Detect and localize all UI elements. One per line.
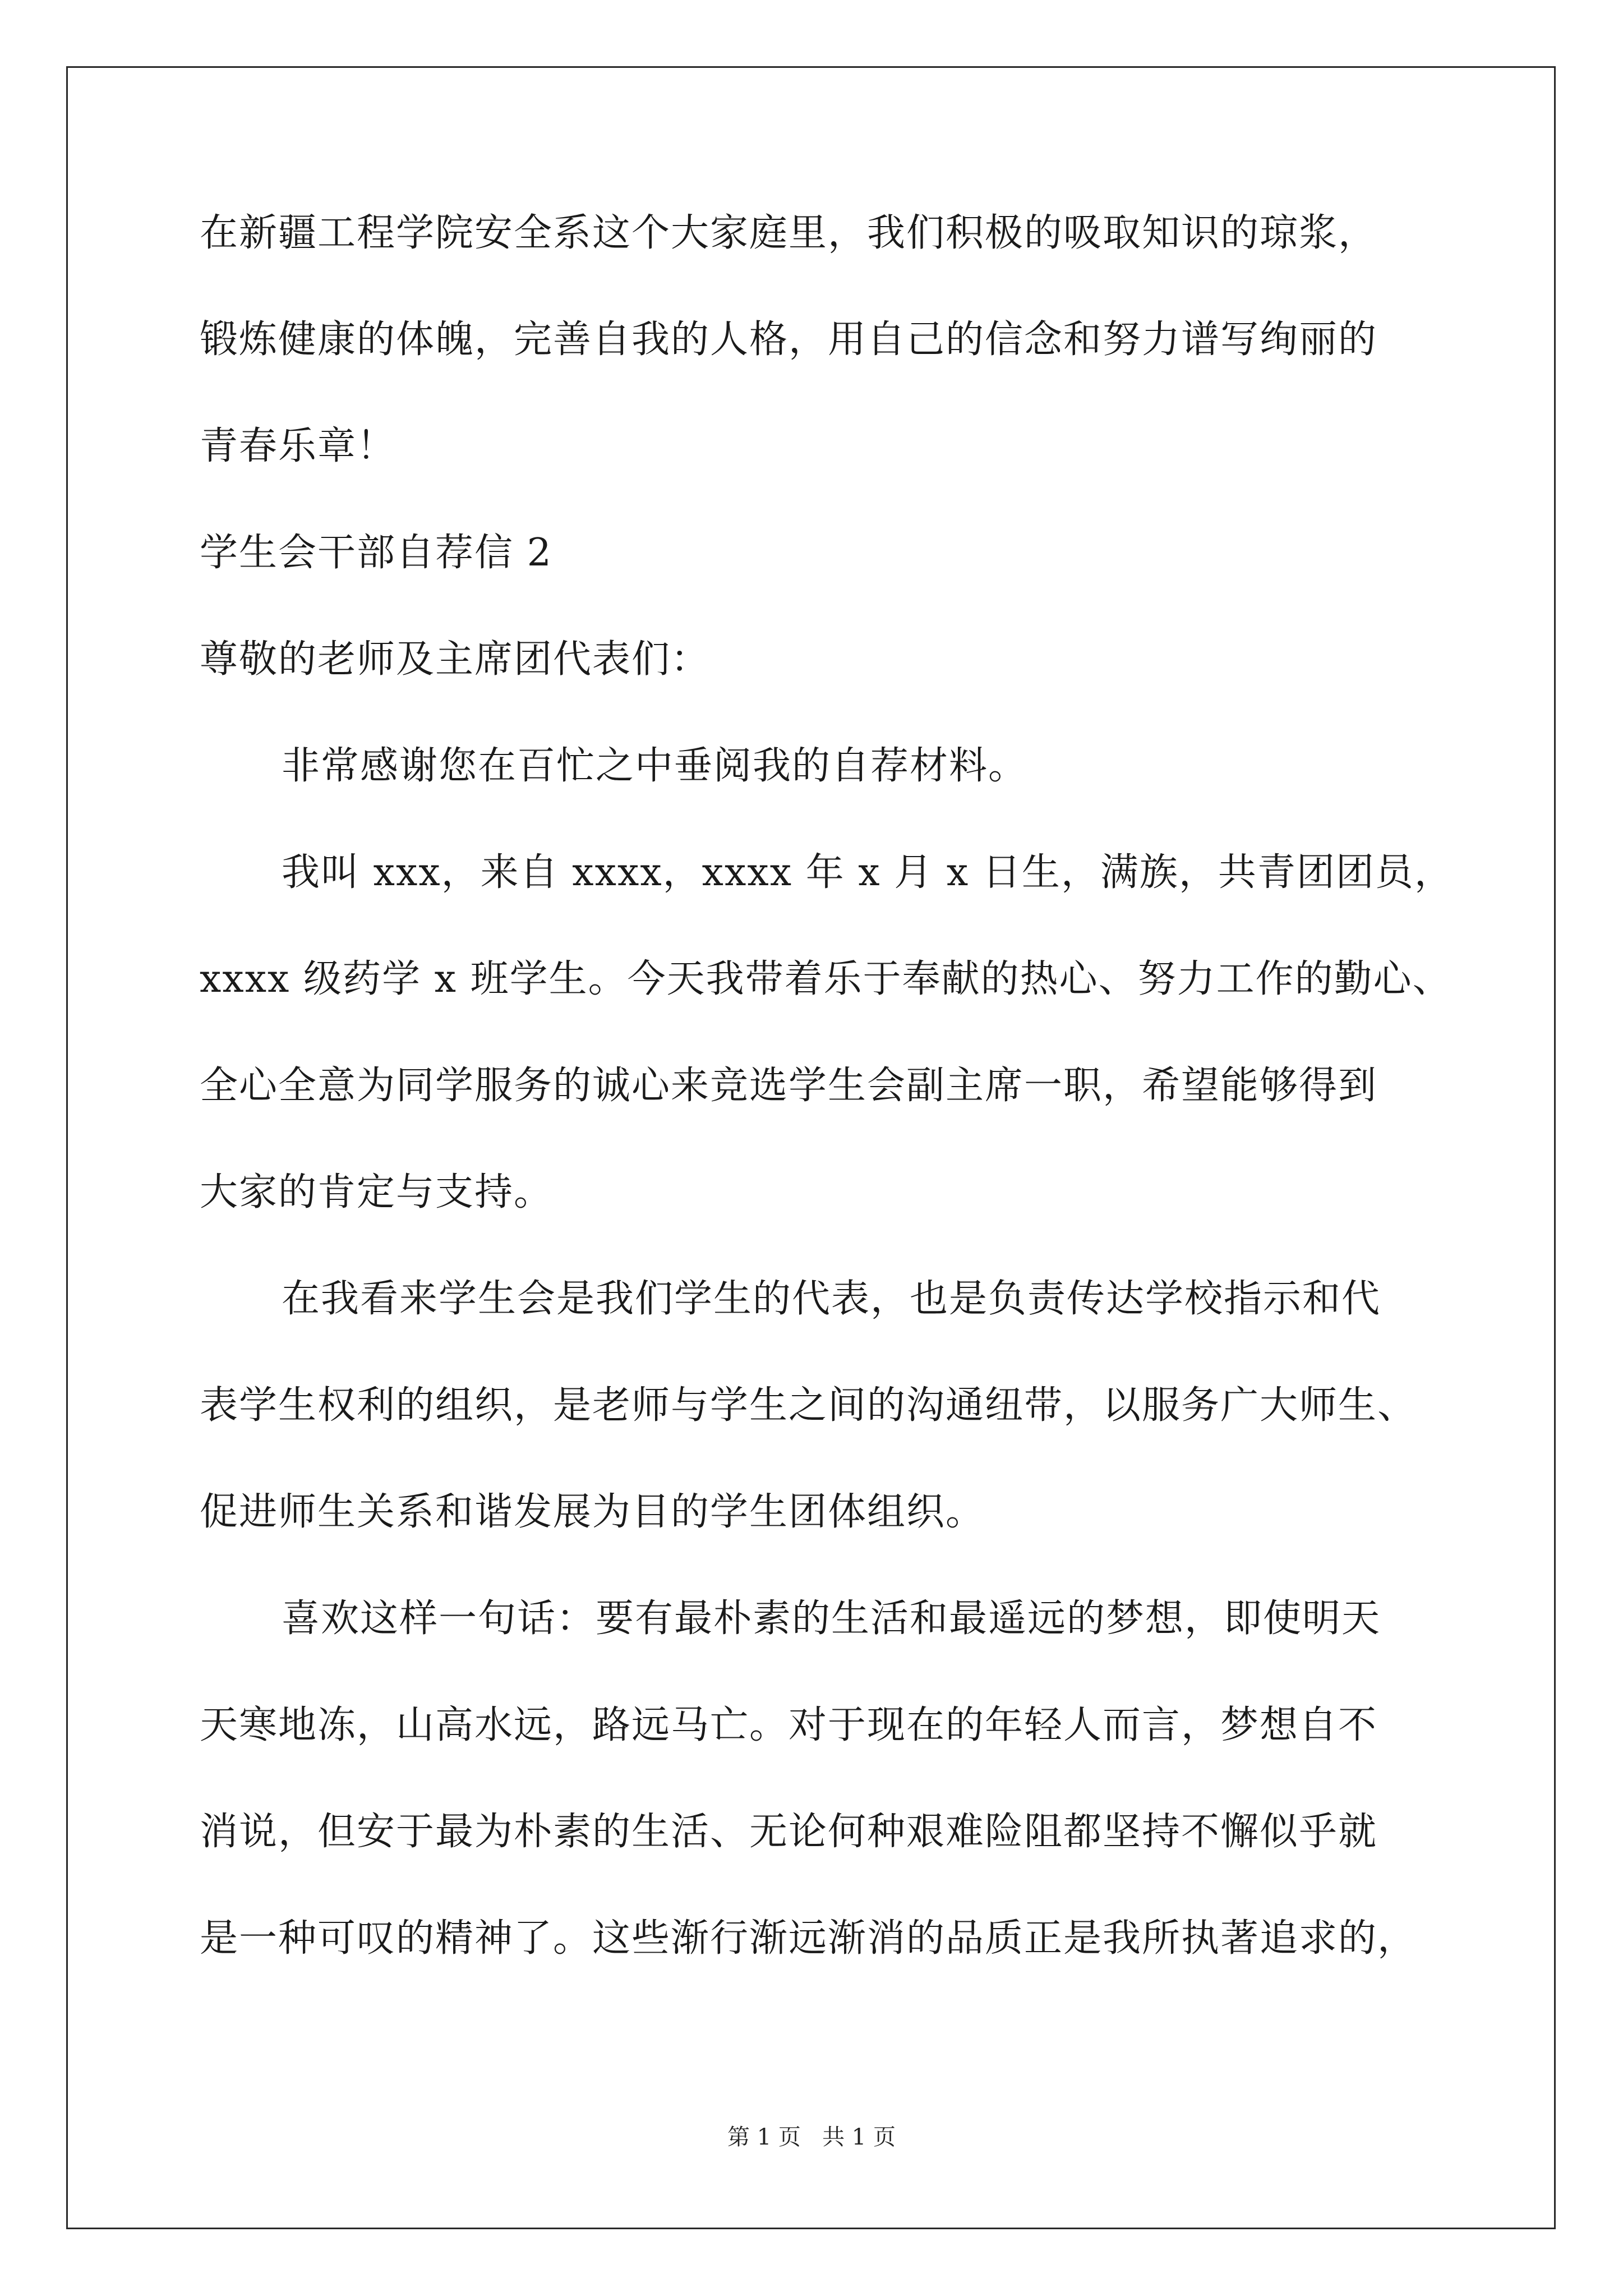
body-line: 在新疆工程学院安全系这个大家庭里，我们积极的吸取知识的琼浆，	[200, 211, 1378, 255]
body-line: xxxx 级药学 x 班学生。今天我带着乐于奉献的热心、努力工作的勤心、	[200, 957, 1452, 1001]
body-line: 表学生权利的组织，是老师与学生之间的沟通纽带，以服务广大师生、	[200, 1383, 1417, 1428]
page-number-footer: 第 1 页 共 1 页	[727, 2124, 896, 2150]
body-line: 我叫 xxx，来自 xxxx，xxxx 年 x 月 x 日生，满族，共青团团员，	[282, 850, 1454, 895]
body-line: 天寒地冻，山高水远，路远马亡。对于现在的年轻人而言，梦想自不	[200, 1703, 1378, 1747]
body-line: 全心全意为同学服务的诚心来竞选学生会副主席一职，希望能够得到	[200, 1064, 1378, 1108]
body-line: 喜欢这样一句话：要有最朴素的生活和最遥远的梦想，即使明天	[282, 1596, 1381, 1641]
body-line: 消说，但安于最为朴素的生活、无论何种艰难险阻都坚持不懈似乎就	[200, 1810, 1378, 1854]
body-line: 锻炼健康的体魄，完善自我的人格，用自己的信念和努力谱写绚丽的	[200, 318, 1378, 362]
page-border	[66, 66, 1556, 2229]
body-line: 是一种可叹的精神了。这些渐行渐远渐消的品质正是我所执著追求的，	[200, 1916, 1417, 1961]
body-line: 大家的肯定与支持。	[200, 1170, 554, 1214]
section-heading: 学生会干部自荐信 2	[200, 531, 552, 575]
body-line: 非常感谢您在百忙之中垂阅我的自荐材料。	[282, 744, 1028, 788]
salutation: 尊敬的老师及主席团代表们：	[200, 637, 711, 682]
body-line: 在我看来学生会是我们学生的代表，也是负责传达学校指示和代	[282, 1277, 1381, 1321]
body-line: 促进师生关系和谐发展为目的学生团体组织。	[200, 1490, 985, 1534]
body-line: 青春乐章！	[200, 424, 396, 468]
